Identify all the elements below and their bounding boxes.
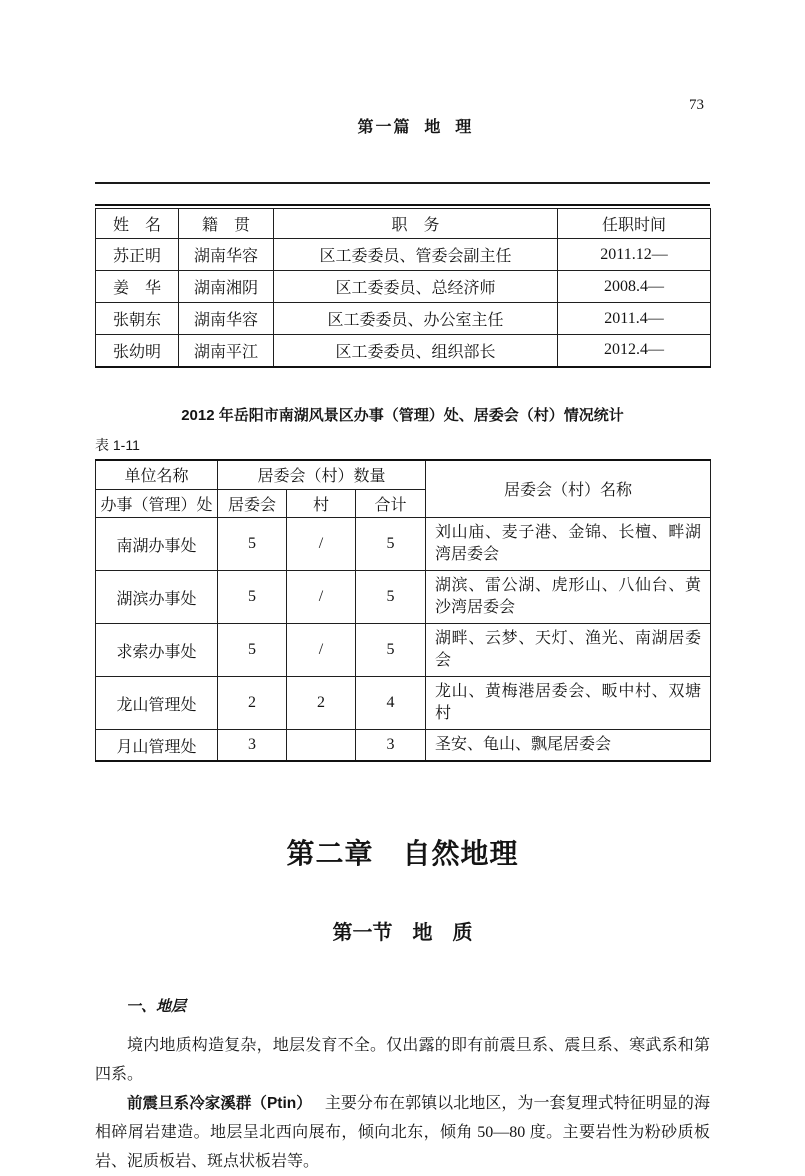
cell-unit: 龙山管理处: [96, 677, 218, 730]
cell-unit: 月山管理处: [96, 730, 218, 762]
table-row: [96, 677, 711, 730]
cell-total: 5: [356, 518, 426, 571]
cell-origin: 湖南平江: [179, 335, 274, 367]
table2-label: 表 1-11: [95, 436, 140, 453]
table-row: [96, 730, 711, 762]
cell-committee-count: 5: [218, 518, 287, 571]
table1-header-tenure: 任职时间: [558, 209, 711, 239]
sub-heading-stratum: 一、地层: [126, 999, 187, 1015]
table1-header-row: [96, 209, 711, 239]
cell-total: 5: [356, 624, 426, 677]
table-row: [96, 518, 711, 571]
cell-name: 张幼明: [96, 335, 179, 367]
cell-committee-count: 3: [218, 730, 287, 762]
paragraph-geology-overview: 境内地质构造复杂，地层发育不全。仅出露的即有前震旦系、震旦系、寒武系和第四系。: [95, 1037, 710, 1083]
table2-header-count-group: 居委会（村）数量: [218, 460, 426, 490]
table2-header-village: 村: [287, 490, 356, 518]
table1-header-position: 职 务: [274, 209, 558, 239]
paragraph-lead-body: 主要分布在郭镇以北地区，为一套复理式特征明显的海相碎屑岩建造。地层呈北西向展布，倾向北东，倾角 50—80 度。主要岩性为粉砂质板岩、泥质板岩、斑点状板岩等。: [95, 1095, 710, 1170]
committees-table: [95, 459, 711, 763]
table2-header-unit: 单位名称: [96, 460, 218, 490]
section-heading: 第一节 地 质: [332, 922, 473, 944]
table-row: [96, 571, 711, 624]
cell-village-count: 2: [287, 677, 356, 730]
cell-committee-count: 5: [218, 624, 287, 677]
cell-name: 姜 华: [96, 271, 179, 303]
cell-committee-count: 5: [218, 571, 287, 624]
cell-unit: 湖滨办事处: [96, 571, 218, 624]
cell-origin: 湖南湘阴: [179, 271, 274, 303]
cell-tenure: 2011.12—: [558, 239, 711, 271]
cell-name: 苏正明: [96, 239, 179, 271]
cell-names: 湖畔、云梦、天灯、渔光、南湖居委会: [426, 624, 711, 677]
table2-title: 2012 年岳阳市南湖风景区办事（管理）处、居委会（村）情况统计: [181, 406, 624, 424]
header-rule: [95, 182, 710, 184]
cell-unit: 求索办事处: [96, 624, 218, 677]
paragraph-lengjiaxi-group: [95, 1089, 710, 1176]
cell-names: 刘山庙、麦子港、金锦、长檀、畔湖湾居委会: [426, 518, 711, 571]
cell-origin: 湖南华容: [179, 303, 274, 335]
page-number: 73: [689, 97, 704, 113]
cell-total: 3: [356, 730, 426, 762]
body-text-block: [95, 1031, 710, 1176]
cell-village-count: /: [287, 624, 356, 677]
table2-header-office: 办事（管理）处: [96, 490, 218, 518]
cell-name: 张朝东: [96, 303, 179, 335]
cell-position: 区工委委员、办公室主任: [274, 303, 558, 335]
table-row: [96, 271, 711, 303]
table1-header-name: 姓 名: [96, 209, 179, 239]
cell-tenure: 2008.4—: [558, 271, 711, 303]
table1-top-rule: [95, 204, 710, 206]
table-row: [96, 239, 711, 271]
cell-names: 圣安、龟山、飘尾居委会: [426, 730, 711, 762]
cell-total: 4: [356, 677, 426, 730]
cell-total: 5: [356, 571, 426, 624]
cell-names: 龙山、黄梅港居委会、畈中村、双塘村: [426, 677, 711, 730]
cell-origin: 湖南华容: [179, 239, 274, 271]
table-row: [96, 335, 711, 367]
officials-table: [95, 208, 711, 368]
cell-village-count: /: [287, 571, 356, 624]
table1-header-origin: 籍 贯: [179, 209, 274, 239]
table2-header-committee: 居委会: [218, 490, 287, 518]
cell-village-count: [287, 730, 356, 762]
cell-unit: 南湖办事处: [96, 518, 218, 571]
cell-names: 湖滨、雷公湖、虎形山、八仙台、黄沙湾居委会: [426, 571, 711, 624]
running-head: [95, 96, 710, 173]
cell-tenure: 2011.4—: [558, 303, 711, 335]
table-row: [96, 303, 711, 335]
cell-village-count: /: [287, 518, 356, 571]
cell-position: 区工委委员、管委会副主任: [274, 239, 558, 271]
table2-header-names: 居委会（村）名称: [426, 460, 711, 518]
cell-position: 区工委委员、总经济师: [274, 271, 558, 303]
cell-position: 区工委委员、组织部长: [274, 335, 558, 367]
running-head-title: 第一篇 地 理: [357, 119, 474, 136]
chapter-heading: 第二章 自然地理: [286, 838, 519, 869]
cell-tenure: 2012.4—: [558, 335, 711, 367]
paragraph-lead-term: 前震旦系冷家溪群（Ptin）: [127, 1095, 312, 1112]
table2-header-row-1: [96, 460, 711, 490]
table-row: [96, 624, 711, 677]
table2-header-total: 合计: [356, 490, 426, 518]
cell-committee-count: 2: [218, 677, 287, 730]
